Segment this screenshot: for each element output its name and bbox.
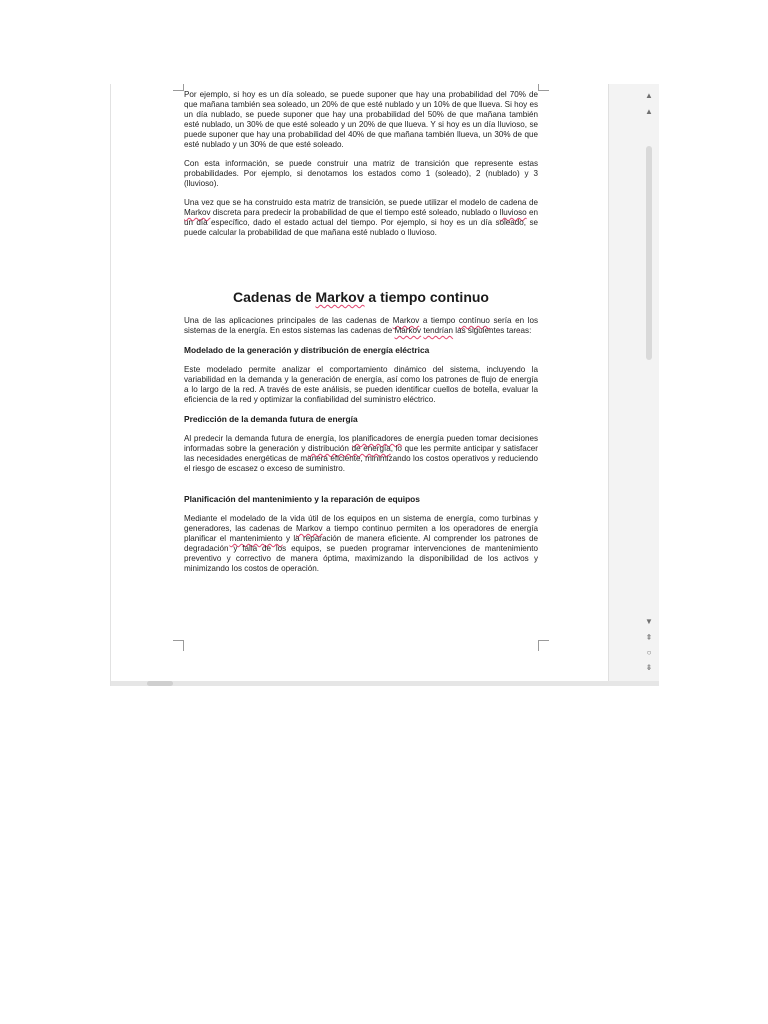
text-run: sería en los sistemas de la energía. En estos sistemas las cadenas de (184, 316, 539, 335)
next-page-icon[interactable]: ⇟ (645, 663, 653, 672)
text-run: Cadenas de (233, 289, 316, 305)
text-run: , lo que les permite anticipar y satisfacer las necesidades energéticas de manera eficiente, minimizando los costos operativos y reduciendo el riesgo de escasez o exceso de suministro. (184, 444, 538, 473)
document-page (111, 84, 608, 681)
misspelled-word[interactable]: lluvioso (499, 208, 527, 217)
section-heading (184, 288, 538, 306)
document-body[interactable] (184, 90, 538, 583)
text-run: en un día específico, dado el estado actual del tiempo. Por ejemplo, si hoy es un día soleado, se puede calcular la probabilidad de que mañana esté nublado o lluvioso. (184, 208, 538, 237)
page-corner-mark-top-right (538, 84, 549, 91)
subheading-demand-prediction: Predicción de la demanda futura de energía (184, 414, 358, 424)
text-run: discreta para predecir la probabilidad de que el tiempo esté soleado, nublado o (210, 208, 500, 217)
text-run: a tiempo (419, 316, 459, 325)
paragraph-generation-distribution: Este modelado permite analizar el comportamiento dinámico del sistema, incluyendo la variabilidad en la demanda y la generación de energía, así como los patrones de flujo de energía a lo largo de la red. A través de este análisis, se pueden identificar cuellos de botella, evaluar la eficiencia de la red y optimizar la confiabilidad del suministro eléctrico. (184, 365, 538, 404)
text-run: Mediante el modelado de la vida útil de los equipos en un sistema de energía, como turbinas y generadores, las cadenas de (184, 514, 538, 533)
misspelled-word[interactable]: distribución de energía (307, 444, 391, 453)
misspelled-word[interactable]: tendrían (423, 326, 454, 335)
paragraph-maintenance-planning (184, 514, 538, 574)
text-run: Una vez que se ha construido esta matriz de transición, se puede utilizar el modelo de cadena de (184, 198, 538, 207)
text-run: las siguientes tareas: (453, 326, 532, 335)
page-corner-mark-top-left (173, 84, 184, 91)
misspelled-word[interactable]: contínuo (458, 316, 490, 325)
misspelled-word[interactable]: Markov (184, 208, 211, 217)
paragraph-demand-prediction (184, 434, 538, 474)
page-corner-mark-bottom-left (173, 640, 184, 651)
triangle-up-icon[interactable]: ▲ (645, 107, 653, 116)
triangle-down-icon[interactable]: ▼ (645, 617, 653, 626)
browse-object-icon[interactable]: ○ (646, 648, 652, 657)
paragraph-intro (184, 316, 538, 336)
misspelled-word[interactable]: Markov (394, 326, 422, 335)
misspelled-word[interactable]: Markov (315, 289, 365, 305)
paragraph-weather-probabilities: Por ejemplo, si hoy es un día soleado, se puede suponer que hay una probabilidad del 70% de que mañana también sea soleado, un 20% de que esté nublado y un 10% de que llueva. Si hoy es un día nublado, se puede suponer que hay una probabilidad del 50% de que mañana también esté nublado, un 30% de que esté soleado y un 20% de que llueva. Y si hoy es un día lluvioso, se puede suponer que hay una probabilidad del 40% de que mañana también llueva, un 30% de que esté nublado y un 30% de que esté soleado. (184, 90, 538, 149)
text-run: a tiempo continuo permiten a los operadores de energía planificar el (184, 524, 538, 543)
misspelled-word[interactable]: planificadores (352, 434, 402, 443)
vertical-scrollbar[interactable] (608, 84, 659, 681)
text-run: de energía pueden tomar decisiones informadas sobre la generación y (184, 434, 538, 453)
misspelled-word[interactable]: Markov (392, 316, 420, 325)
scrollbar-thumb[interactable] (646, 146, 652, 360)
page-corner-mark-bottom-right (538, 640, 549, 651)
document-window (110, 84, 659, 686)
paragraph-transition-matrix: Con esta información, se puede construir una matriz de transición que represente estas probabilidades. Por ejemplo, si denotamos los estados como 1 (soleado), 2 (nublado) y 3 (lluvioso). (184, 159, 538, 188)
text-run: a tiempo continuo (364, 289, 489, 305)
horizontal-scrollbar-thumb[interactable] (147, 681, 173, 686)
misspelled-word[interactable]: mantenimiento (229, 534, 283, 543)
text-run: y la reparación de manera eficiente. Al comprender los patrones de degradación y falla de los equipos, se pueden programar intervenciones de mantenimiento preventivo y correctivo de manera óptima, maximizando la disponibilidad de los activos y minimizando los costos de operación. (184, 534, 538, 573)
text-run: Al predecir la demanda futura de energía, los (184, 434, 353, 443)
double-chevron-up-icon[interactable]: ▲︎ (645, 91, 653, 100)
previous-page-icon[interactable]: ⇞ (645, 633, 653, 642)
subheading-maintenance-planning: Planificación del mantenimiento y la reparación de equipos (184, 494, 420, 504)
misspelled-word[interactable]: Markov (296, 524, 323, 533)
horizontal-scrollbar[interactable] (111, 681, 659, 686)
paragraph-markov-prediction (184, 198, 538, 238)
subheading-generation-distribution: Modelado de la generación y distribución de energía eléctrica (184, 345, 430, 355)
text-run: Una de las aplicaciones principales de las cadenas de (184, 316, 393, 325)
